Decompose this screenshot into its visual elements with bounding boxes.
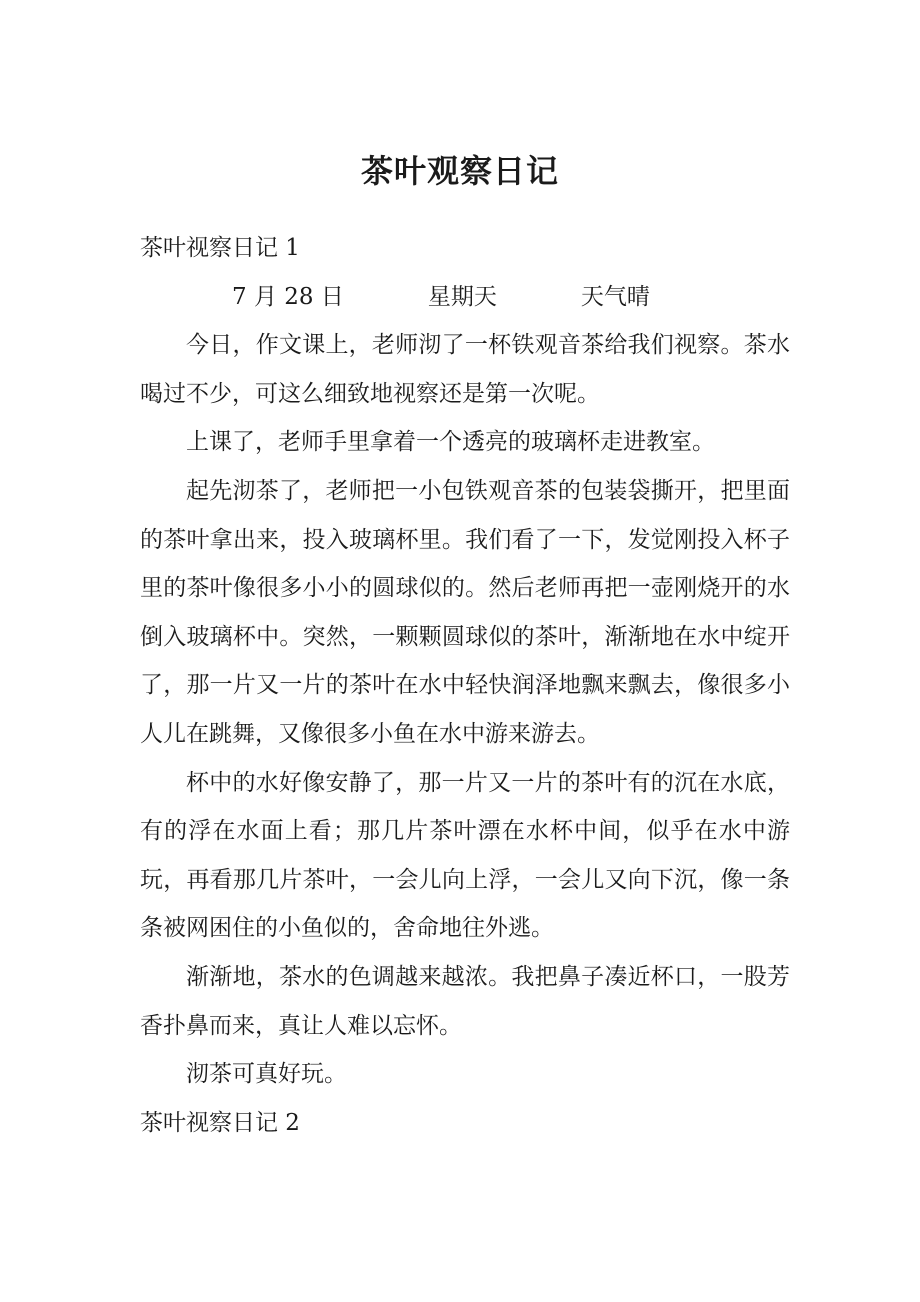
- section-heading-2: 茶叶视察日记 2: [140, 1109, 300, 1136]
- diary-date: 7 月 28 日: [232, 283, 344, 310]
- document-body: [140, 224, 790, 1147]
- paragraph: 杯中的水好像安静了，那一片又一片的茶叶有的沉在水底，有的浮在水面上看；那几片茶叶漂在水杯中间，似乎在水中游玩，再看那几片茶叶，一会儿向上浮，一会儿又向下沉，像一条条被网困住的小鱼似的，舍命地往外逃。: [140, 769, 790, 942]
- paragraph: 今日，作文课上，老师沏了一杯铁观音茶给我们视察。茶水喝过不少，可这么细致地视察还是第一次呢。: [140, 332, 790, 407]
- paragraph: 上课了，老师手里拿着一个透亮的玻璃杯走进教室。: [186, 429, 715, 456]
- document-title: 茶叶观察日记: [360, 152, 559, 190]
- paragraph: 起先沏茶了，老师把一小包铁观音茶的包装袋撕开，把里面的茶叶拿出来，投入玻璃杯里。我们看了一下，发觉刚投入杯子里的茶叶像很多小小的圆球似的。然后老师再把一壶刚烧开的水倒入玻璃杯中。突然，一颗颗圆球似的茶叶，渐渐地在水中绽开了，那一片又一片的茶叶在水中轻快润泽地飘来飘去，像很多小人儿在跳舞，又像很多小鱼在水中游来游去。: [140, 477, 790, 747]
- section-heading-1: 茶叶视察日记 1: [140, 235, 300, 261]
- paragraph: 沏茶可真好玩。: [186, 1061, 347, 1088]
- diary-dateline: [140, 273, 790, 322]
- diary-weather: 天气晴: [580, 283, 650, 310]
- paragraph: 渐渐地，茶水的色调越来越浓。我把鼻子凑近杯口，一股芳香扑鼻而来，真让人难以忘怀。: [140, 963, 790, 1039]
- diary-weekday: 星期天: [427, 283, 497, 310]
